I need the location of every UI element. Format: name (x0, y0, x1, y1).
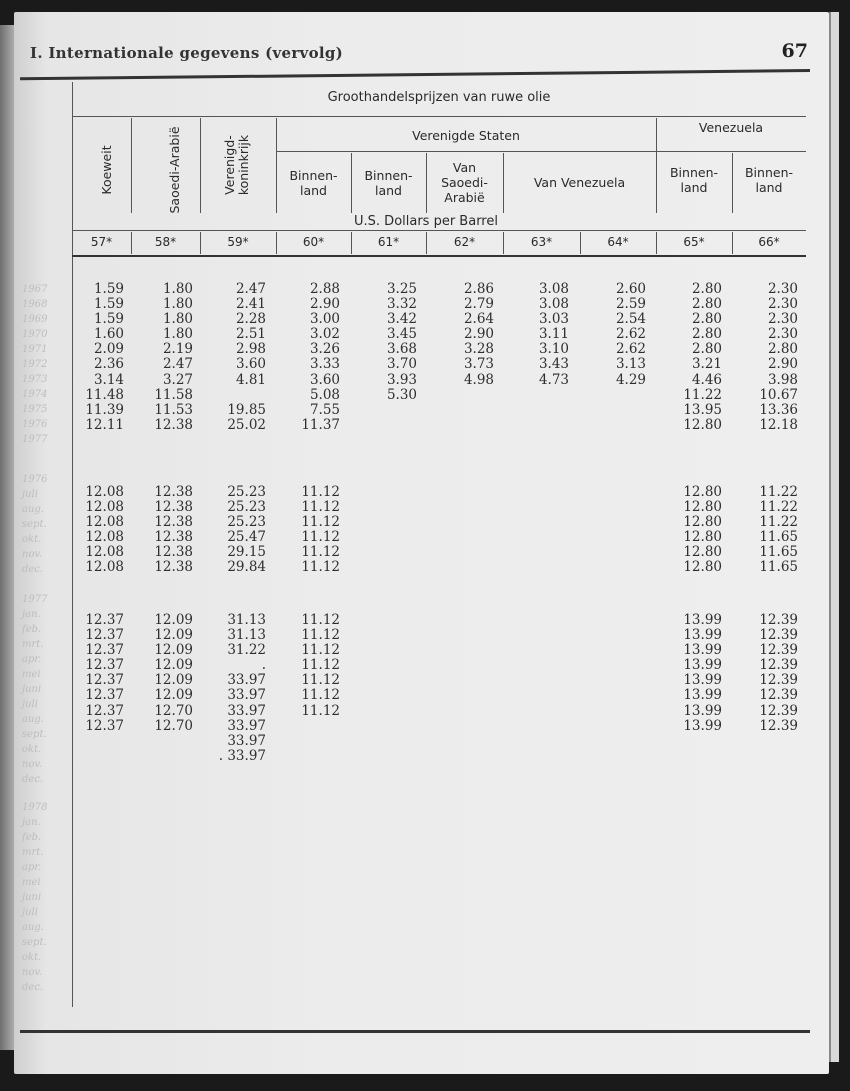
row-label: 1973 (22, 374, 48, 385)
table-cell: 13.99 (683, 717, 722, 734)
row-label: 1969 (22, 314, 48, 325)
annual-col-59 (200, 282, 266, 433)
table-title: Groothandelsprijzen van ruwe olie (327, 90, 551, 105)
table-cell: 11.12 (301, 612, 340, 628)
table-cell: 12.38 (154, 514, 193, 531)
row-label: apr. (22, 654, 42, 665)
table-cell: 11.65 (759, 544, 798, 561)
table-cell: 2.80 (691, 326, 722, 343)
table-cell: 12.39 (759, 687, 798, 704)
table-cell: 3.26 (309, 341, 340, 358)
table-cell: 13.99 (683, 627, 722, 644)
table-cell: 2.36 (93, 356, 124, 373)
us-group-underline (276, 151, 656, 152)
row-label: okt. (22, 744, 42, 755)
unit-label: U.S. Dollars per Barrel (354, 214, 498, 229)
table-cell: 1.59 (93, 311, 124, 328)
row-label: feb. (22, 624, 42, 635)
table-cell: 12.80 (683, 484, 722, 500)
table-cell: 12.38 (154, 499, 193, 516)
y1976-col-57 (72, 485, 124, 576)
table-cell: 1.59 (93, 281, 124, 297)
row-labels-annual (22, 282, 72, 447)
table-cell: 13.99 (683, 702, 722, 719)
table-cell: 12.70 (154, 717, 193, 734)
table-cell: 4.98 (463, 371, 494, 388)
table-cell: 2.51 (235, 326, 266, 343)
table-cell: 31.22 (227, 642, 266, 659)
label-line: land (755, 180, 783, 195)
label-line: Binnen- (364, 168, 413, 183)
row-label: aug. (22, 504, 44, 515)
table-cell: 2.88 (309, 281, 340, 297)
table-cell: 5.30 (386, 386, 417, 403)
row-label: 1972 (22, 359, 48, 370)
table-cell: 3.14 (93, 371, 124, 388)
y1976-col-66 (732, 485, 798, 576)
table-cell: 11.12 (301, 627, 340, 644)
table-cell: 12.37 (85, 672, 124, 689)
table-cell: 5.08 (309, 386, 340, 403)
group-verenigde-staten: Verenigde Staten (412, 128, 520, 143)
table-cell: 13.99 (683, 687, 722, 704)
table-cell: 33.97 (227, 687, 266, 704)
annual-col-62 (426, 282, 494, 388)
title-underline (72, 116, 806, 117)
table-cell: 31.13 (227, 612, 266, 628)
table-cell: 31.13 (227, 627, 266, 644)
table-cell: 2.90 (309, 296, 340, 313)
table-cell: 12.80 (683, 416, 722, 433)
colnum-61: 61* (377, 235, 400, 249)
table-cell: 12.08 (85, 544, 124, 561)
table-cell: . (261, 657, 266, 674)
table-cell: 25.02 (227, 416, 266, 433)
table-cell: 12.38 (154, 484, 193, 500)
label-line: land (375, 183, 402, 198)
table-cell: 2.79 (463, 296, 494, 313)
row-label: nov. (22, 759, 43, 770)
label-line: Van (452, 160, 477, 175)
table-cell: 12.08 (85, 529, 124, 546)
table-cell: 3.60 (309, 371, 340, 388)
table-cell: 11.12 (301, 687, 340, 704)
label-line: Arabië (444, 190, 485, 205)
table-cell: 12.18 (759, 416, 798, 433)
row-label: aug. (22, 922, 44, 933)
table-cell: 3.02 (309, 326, 340, 343)
table-cell: 3.32 (386, 296, 417, 313)
table-cell: 12.37 (85, 612, 124, 628)
table-cell: 3.08 (538, 296, 569, 313)
header-binnenland-61 (351, 168, 426, 198)
table-cell: 4.81 (235, 371, 266, 388)
row-label: apr. (22, 862, 42, 873)
table-cell: 12.11 (85, 416, 124, 433)
row-label: 1974 (22, 389, 48, 400)
table-cell: 12.38 (154, 544, 193, 561)
table-cell: 12.09 (154, 687, 193, 704)
table-cell: 11.22 (759, 499, 798, 516)
row-label: 1976 (22, 474, 48, 485)
table-cell: 11.65 (759, 559, 798, 576)
label-line: Binnen- (744, 165, 794, 180)
label-line: Binnen- (669, 165, 719, 180)
table-cell: 25.23 (227, 514, 266, 531)
table-cell: 12.08 (85, 484, 124, 500)
table-cell: 2.19 (162, 341, 193, 358)
row-label: mrt. (22, 639, 44, 650)
page-header-title: I. Internationale gegevens (vervolg) (30, 44, 344, 62)
table-cell: 2.80 (691, 341, 722, 358)
table-cell: 2.86 (463, 281, 494, 297)
y1976-col-59 (200, 485, 266, 576)
row-label: juli (22, 907, 38, 918)
header-verenigd-koninkrijk (222, 120, 254, 210)
row-label: dec. (22, 982, 44, 993)
header-van-venezuela: Van Venezuela (533, 175, 626, 190)
y1977-col-57 (72, 613, 124, 734)
y1977-col-59 (200, 613, 266, 764)
label-line: land (300, 183, 327, 198)
table-cell: 11.12 (301, 514, 340, 531)
colnum-64: 64* (607, 235, 629, 249)
table-cell: 33.97 (227, 717, 266, 734)
row-label: sept. (22, 519, 47, 530)
table-cell: 12.39 (759, 717, 798, 734)
table-cell: 13.99 (683, 657, 722, 674)
table-cell: 25.47 (227, 529, 266, 546)
table-cell: 12.80 (683, 544, 722, 561)
table-cell: 13.99 (683, 672, 722, 689)
colnum-65: 65* (683, 235, 705, 249)
row-label: 1977 (22, 434, 48, 445)
table-cell: 2.64 (463, 311, 494, 328)
table-cell: 2.30 (767, 311, 798, 328)
table-cell: 1.59 (93, 296, 124, 313)
table-cell: 12.08 (85, 499, 124, 516)
table-cell: 2.09 (93, 341, 124, 358)
row-label: mrt. (22, 847, 44, 858)
table-cell: 2.47 (162, 356, 193, 373)
table-cell: 11.37 (301, 416, 340, 433)
table-cell: 11.39 (85, 401, 124, 418)
table-cell: 12.09 (154, 612, 193, 628)
table-cell: 11.12 (301, 657, 340, 674)
label-line: land (680, 180, 708, 195)
table-cell: 11.65 (759, 529, 798, 546)
table-cell: 12.39 (759, 627, 798, 644)
table-cell: 12.38 (154, 559, 193, 576)
table-cell: 12.80 (683, 514, 722, 531)
table-cell: 1.80 (162, 326, 193, 343)
table-cell: 3.10 (538, 341, 569, 358)
table-cell: 11.48 (85, 386, 124, 403)
table-cell: 2.47 (235, 281, 266, 297)
row-label: sept. (22, 729, 47, 740)
table-cell: 33.97 (227, 672, 266, 689)
table-cell: 3.98 (767, 371, 798, 388)
table-cell: 12.09 (154, 642, 193, 659)
table-cell: 11.22 (759, 514, 798, 531)
table-cell: 13.99 (683, 642, 722, 659)
group-venezuela: Venezuela (698, 120, 764, 135)
table-cell: 11.12 (301, 529, 340, 546)
table-cell: 25.23 (227, 484, 266, 500)
table-cell: 12.37 (85, 657, 124, 674)
table-cell: 12.37 (85, 627, 124, 644)
y1977-col-58 (131, 613, 193, 734)
table-cell: . 33.97 (218, 747, 266, 764)
table-cell: 1.80 (162, 311, 193, 328)
table-cell: 3.93 (386, 371, 417, 388)
table-cell: 13.36 (759, 401, 798, 418)
table-cell: 12.39 (759, 672, 798, 689)
table-cell: 3.00 (309, 311, 340, 328)
col-divider (200, 118, 201, 213)
table-cell: 1.80 (162, 296, 193, 313)
row-labels-1978 (22, 800, 72, 995)
table-cell: 2.30 (767, 326, 798, 343)
table-cell: 11.12 (301, 702, 340, 719)
table-cell: 2.54 (615, 311, 646, 328)
colnum-57: 57* (90, 235, 113, 249)
row-label: dec. (22, 774, 44, 785)
row-label: sept. (22, 937, 47, 948)
row-label: juli (22, 489, 38, 500)
table-cell: 10.67 (759, 386, 798, 403)
table-cell: 12.37 (85, 702, 124, 719)
annual-col-58 (131, 282, 193, 433)
table-cell: 2.98 (235, 341, 266, 358)
y1977-col-65 (656, 613, 722, 734)
unit-overline (72, 230, 806, 231)
table-cell: 12.09 (154, 657, 193, 674)
header-binnenland-66 (732, 165, 806, 195)
table-cell: 12.39 (759, 642, 798, 659)
row-label: juli (22, 699, 38, 710)
table-cell: 25.23 (227, 499, 266, 516)
page-number: 67 (781, 40, 808, 62)
col-divider (131, 118, 132, 213)
table-cell: 11.12 (301, 499, 340, 516)
table-cell: 2.62 (615, 341, 646, 358)
annual-col-57 (72, 282, 124, 433)
y1977-col-60 (276, 613, 340, 719)
table-cell: 4.29 (615, 371, 646, 388)
table-cell: 12.09 (154, 627, 193, 644)
row-label: nov. (22, 967, 43, 978)
table-cell: 11.12 (301, 642, 340, 659)
table-cell: 11.12 (301, 484, 340, 500)
annual-col-61 (351, 282, 417, 403)
table-cell: 2.80 (767, 341, 798, 358)
row-label: mei (22, 669, 41, 680)
y1976-col-58 (131, 485, 193, 576)
table-cell: 19.85 (227, 401, 266, 418)
row-label: 1977 (22, 594, 48, 605)
table-cell: 2.62 (615, 326, 646, 343)
table-cell: 12.37 (85, 717, 124, 734)
table-cell: 2.80 (691, 281, 722, 297)
row-label: 1971 (22, 344, 48, 355)
table-cell: 2.90 (463, 326, 494, 343)
label-line: Saoedi- (441, 175, 488, 190)
annual-col-64 (580, 282, 646, 388)
table-cell: 3.21 (691, 356, 722, 373)
table-cell: 11.12 (301, 559, 340, 576)
annual-col-63 (503, 282, 569, 388)
footer-rule (20, 1030, 810, 1033)
table-cell: 12.37 (85, 642, 124, 659)
row-label: 1967 (22, 284, 48, 295)
table-cell: 3.70 (386, 356, 417, 373)
table-cell: 11.58 (154, 386, 193, 403)
row-label: jan. (22, 817, 41, 828)
table-cell: 2.28 (235, 311, 266, 328)
table-cell: 33.97 (227, 702, 266, 719)
header-bottom-rule (72, 255, 806, 257)
table-cell: 1.80 (162, 281, 193, 297)
table-cell: 3.33 (309, 356, 340, 373)
table-cell: 7.55 (309, 401, 340, 418)
table-cell: 12.80 (683, 499, 722, 516)
table-cell: 4.46 (691, 371, 722, 388)
table-cell: 1.60 (93, 326, 124, 343)
table-cell: 29.15 (227, 544, 266, 561)
table-cell: 3.11 (538, 326, 569, 343)
colnum-59: 59* (227, 235, 249, 249)
table-cell: 11.12 (301, 544, 340, 561)
table-cell: 11.22 (683, 386, 722, 403)
table-cell: 2.41 (235, 296, 266, 313)
table-cell: 12.38 (154, 529, 193, 546)
header-van-saoedi-arabie (426, 160, 503, 205)
row-label: okt. (22, 534, 42, 545)
header-binnenland-60 (276, 168, 351, 198)
row-label: okt. (22, 952, 42, 963)
table-cell: 2.80 (691, 311, 722, 328)
header-saoedi-arabie: Saoedi-Arabië (167, 126, 182, 214)
page-edge (829, 12, 839, 1062)
colnum-60: 60* (302, 235, 325, 249)
row-label: 1968 (22, 299, 48, 310)
table-cell: 2.60 (615, 281, 646, 297)
row-labels-1977 (22, 592, 72, 787)
colnum-66: 66* (758, 235, 780, 249)
y1976-col-65 (656, 485, 722, 576)
colnum-62: 62* (453, 235, 476, 249)
table-cell: 11.12 (301, 672, 340, 689)
table-cell: 4.73 (538, 371, 569, 388)
table-cell: 3.43 (538, 356, 569, 373)
table-cell: 2.59 (615, 296, 646, 313)
table-cell: 3.73 (463, 356, 494, 373)
table-cell: 3.42 (386, 311, 417, 328)
table-cell: 11.22 (759, 484, 798, 500)
table-cell: 3.27 (162, 371, 193, 388)
table-cell: 2.30 (767, 281, 798, 297)
table-cell: 12.39 (759, 612, 798, 628)
annual-col-60 (276, 282, 340, 433)
row-labels-1976 (22, 472, 72, 577)
table-cell: 12.08 (85, 514, 124, 531)
table-cell: 12.38 (154, 416, 193, 433)
table-cell: 12.80 (683, 529, 722, 546)
table-cell: 2.30 (767, 296, 798, 313)
table-cell (200, 388, 266, 403)
colnum-63: 63* (530, 235, 553, 249)
table-cell: 13.99 (683, 612, 722, 628)
table-cell: 3.60 (235, 356, 266, 373)
table-cell: 12.80 (683, 559, 722, 576)
table-cell: 13.95 (683, 401, 722, 418)
y1976-col-60 (276, 485, 340, 576)
table-cell: 12.39 (759, 657, 798, 674)
header-koeweit: Koeweit (99, 145, 114, 195)
row-label: dec. (22, 564, 44, 575)
row-label: 1970 (22, 329, 48, 340)
header-vk-line2: koninkrijk (236, 134, 251, 196)
header-vk-line1: Verenigd- (222, 135, 237, 195)
table-cell: 3.08 (538, 281, 569, 297)
label-line: Binnen- (289, 168, 338, 183)
row-label: 1976 (22, 419, 48, 430)
table-cell: 12.70 (154, 702, 193, 719)
row-label: juni (22, 684, 42, 695)
row-label: juni (22, 892, 42, 903)
table-cell: 2.80 (691, 296, 722, 313)
row-label: 1978 (22, 802, 48, 813)
ven-group-underline (656, 151, 806, 152)
row-label: feb. (22, 832, 42, 843)
table-cell: 3.45 (386, 326, 417, 343)
table-cell: 11.53 (154, 401, 193, 418)
table-cell: 33.97 (227, 732, 266, 749)
row-label: aug. (22, 714, 44, 725)
table-cell: 12.09 (154, 672, 193, 689)
header-binnenland-65 (656, 165, 732, 195)
row-label: nov. (22, 549, 43, 560)
table-cell: 29.84 (227, 559, 266, 576)
row-label: jan. (22, 609, 41, 620)
table-cell: 3.03 (538, 311, 569, 328)
table-cell: 2.90 (767, 356, 798, 373)
table-cell: 12.37 (85, 687, 124, 704)
table-cell: 12.08 (85, 559, 124, 576)
table-cell: 3.28 (463, 341, 494, 358)
table-cell: 3.13 (615, 356, 646, 373)
table-cell: 3.68 (386, 341, 417, 358)
annual-col-65 (656, 282, 722, 433)
annual-col-66 (732, 282, 798, 433)
table-cell: 3.25 (386, 281, 417, 297)
table-cell: 12.39 (759, 702, 798, 719)
row-label: 1975 (22, 404, 48, 415)
y1977-col-66 (732, 613, 798, 734)
row-label: mei (22, 877, 41, 888)
colnum-58: 58* (154, 235, 177, 249)
